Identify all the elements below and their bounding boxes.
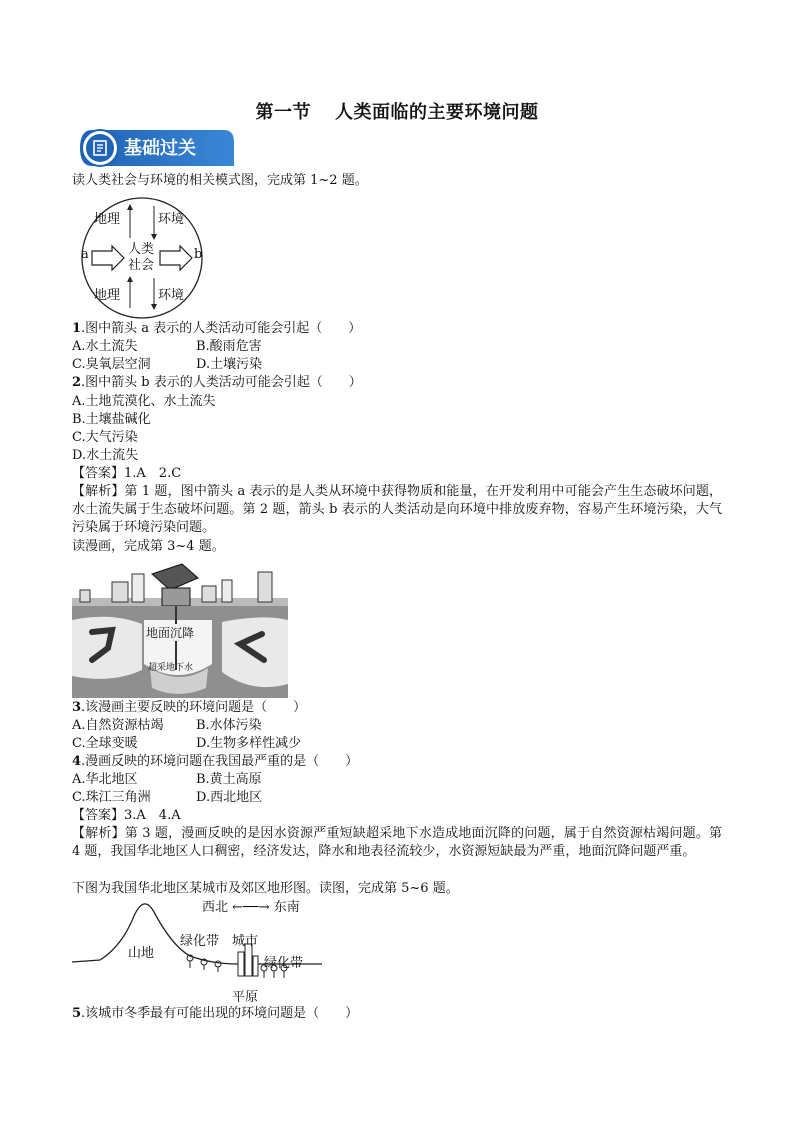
section-label: 基础过关 bbox=[124, 138, 196, 159]
explanation-1-2: 【解析】第 1 题，图中箭头 a 表示的是人类从环境中获得物质和能量，在开发利用中可能会产生生态破坏问题，水土流失属于生态破坏问题。第 2 题，箭头 b 表示的人类活动是向环境中排放废弃物，容易产生环境污染，大气污染属于环境污染问题。 bbox=[72, 484, 722, 535]
label-a: a bbox=[81, 247, 89, 262]
label-env-top: 环境 bbox=[158, 212, 185, 227]
q2-option-d[interactable]: D.水土流失 bbox=[72, 448, 139, 463]
q3-option-c[interactable]: C.全球变暖 bbox=[72, 736, 138, 751]
question-4: 4.漫画反映的环境问题在我国最严重的是（ ） bbox=[72, 754, 359, 769]
q1-option-b[interactable]: B.酸雨危害 bbox=[196, 339, 262, 354]
label-mountain: 山地 bbox=[128, 946, 155, 961]
q3-option-d[interactable]: D.生物多样性减少 bbox=[196, 736, 302, 751]
q4-options-row2 bbox=[72, 789, 262, 807]
answer-1-2: 【答案】1.A 2.C bbox=[72, 466, 182, 481]
q2-option-a[interactable]: A.土地荒漠化、水土流失 bbox=[72, 394, 216, 409]
question-1: 1.图中箭头 a 表示的人类活动可能会引起（ ） bbox=[72, 321, 362, 336]
intro-q5-6: 下图为我国华北地区某城市及郊区地形图。读图，完成第 5~6 题。 bbox=[72, 881, 459, 896]
q3-options-row1 bbox=[72, 717, 262, 735]
section-banner bbox=[78, 126, 238, 168]
label-greenbelt-right: 绿化带 bbox=[264, 956, 304, 971]
label-plain: 平原 bbox=[232, 990, 259, 1005]
title-text: 人类面临的主要环境问题 bbox=[335, 102, 539, 123]
q4-option-c[interactable]: C.珠江三角洲 bbox=[72, 790, 151, 805]
label-geo-bottom: 地理 bbox=[94, 288, 121, 303]
q4-option-b[interactable]: B.黄土高原 bbox=[196, 772, 262, 787]
label-city: 城市 bbox=[232, 934, 259, 949]
q1-option-c[interactable]: C.臭氧层空洞 bbox=[72, 357, 151, 372]
label-center-2: 社会 bbox=[128, 258, 155, 273]
question-5: 5.该城市冬季最有可能出现的环境问题是（ ） bbox=[72, 1006, 359, 1021]
q2-option-b[interactable]: B.土壤盐碱化 bbox=[72, 412, 151, 427]
q1-option-d[interactable]: D.土壤污染 bbox=[196, 357, 263, 372]
q4-option-a[interactable]: A.华北地区 bbox=[72, 772, 138, 787]
q1-options-row1 bbox=[72, 338, 262, 356]
q1-options-row2 bbox=[72, 356, 262, 374]
label-center-1: 人类 bbox=[128, 242, 155, 257]
label-overextraction: 超采地下水 bbox=[148, 663, 194, 673]
label-greenbelt-left: 绿化带 bbox=[180, 934, 220, 949]
question-3: 3.该漫画主要反映的环境问题是（ ） bbox=[72, 700, 307, 715]
q3-options-row2 bbox=[72, 735, 301, 753]
book-icon bbox=[90, 138, 110, 158]
q1-option-a[interactable]: A.水土流失 bbox=[72, 339, 138, 354]
answer-3-4: 【答案】3.A 4.A bbox=[72, 808, 181, 823]
q4-options-row1 bbox=[72, 771, 262, 789]
page-title bbox=[0, 98, 794, 124]
intro-q1-2: 读人类社会与环境的相关模式图，完成第 1~2 题。 bbox=[72, 173, 368, 188]
direction-label: 西北 ←──→ 东南 bbox=[202, 900, 300, 915]
q2-option-c[interactable]: C.大气污染 bbox=[72, 430, 138, 445]
question-2: 2.图中箭头 b 表示的人类活动可能会引起（ ） bbox=[72, 375, 362, 390]
label-geo-top: 地理 bbox=[94, 212, 121, 227]
label-env-bottom: 环境 bbox=[158, 288, 185, 303]
label-subsidence: 地面沉降 bbox=[146, 626, 195, 640]
q3-option-b[interactable]: B.水体污染 bbox=[196, 718, 262, 733]
human-environment-diagram bbox=[72, 196, 212, 320]
explanation-3-4: 【解析】第 3 题，漫画反映的是因水资源严重短缺超采地下水造成地面沉降的问题，属于自然资源枯竭问题。第 4 题，我国华北地区人口稠密，经济发达，降水和地表径流较少，水资源短缺最为严重，地面沉降问题严重。 bbox=[72, 826, 722, 859]
groundwater-cartoon bbox=[72, 560, 288, 698]
title-section-number: 第一节 bbox=[255, 102, 311, 123]
q4-option-d[interactable]: D.西北地区 bbox=[196, 790, 263, 805]
intro-q3-4: 读漫画，完成第 3~4 题。 bbox=[72, 539, 225, 554]
terrain-diagram bbox=[72, 896, 322, 1005]
q3-option-a[interactable]: A.自然资源枯竭 bbox=[72, 718, 164, 733]
label-b: b bbox=[194, 247, 203, 262]
